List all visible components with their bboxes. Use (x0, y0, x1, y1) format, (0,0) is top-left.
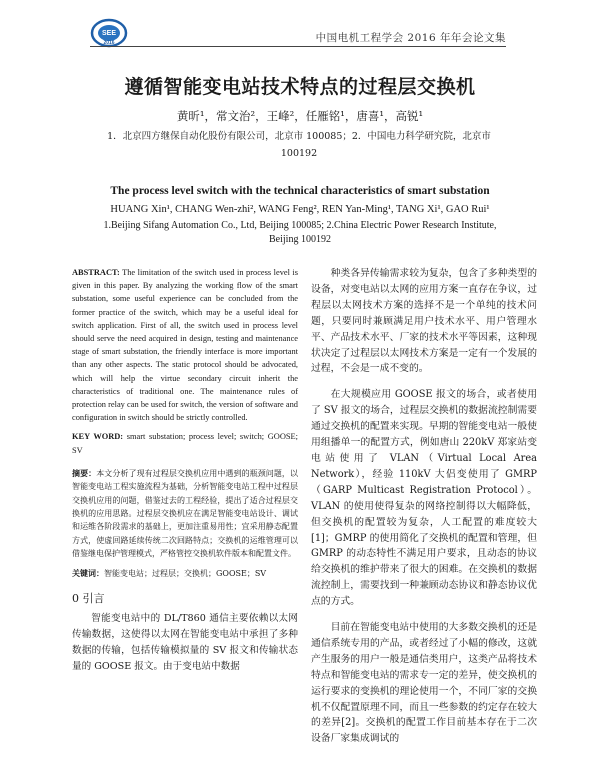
abstract-zh (72, 467, 298, 561)
conference-logo-icon (90, 18, 128, 48)
header-divider (90, 46, 506, 47)
keywords-en (72, 430, 298, 456)
keywords-en-text: smart substation; process level; switch; GOOSE; SV (72, 432, 298, 455)
abstract-zh-text: 本文分析了现有过程层交换机应用中遇到的瓶颈问题，以智能变电站工程实施流程为基础，分析智能变电站工程中过程层交换机应用的问题，借鉴过去的工程经验，提出了适合过程层交换机的应用思路。过程层交换机应在满足智能变电站设计、调试和运维各阶段需求的基础上，更加注重易用性；宜采用静态配置方式，使虚回路延续传统二次回路特点；交换机的运维管理可以借鉴继电保护管理模式，严格管控交换机软件版本和配置文件。 (72, 468, 299, 559)
abstract-en-label: ABSTRACT: (72, 268, 120, 277)
paper-title-en: The process level switch with the technical characteristics of smart substation (110, 185, 490, 197)
svg-text:2016: 2016 (103, 40, 115, 46)
body-paragraph: 在大规模应用 GOOSE 报文的场合，或者使用了 SV 报文的场合，过程层交换机的数据流控制需要通过交换机的配置来实现。早期的智能变电站一般使用组播单一的配置方式，例如唐山 220kV 郑家站变电站使用了 VLAN（Virtual Local Area Network），经验 110kV 大侣变使用了 GMRP（GARP Multicast Registration Protocol）。VLAN 的使用使得复杂的网络控制得以大幅降低，但交换机的配置较为复杂，人工配置的难度较大[1]；GMRP 的使用简化了交换机的配置和管理，但 GMRP 的动态特性不满足用户要求，且动态的协议给交换机的维护带来了很大的困难。在交换机的数据流控制上，需要找到一种兼顾动态协议和静态协议优点的方式。 (311, 389, 537, 608)
abstract-en (72, 266, 298, 424)
keywords-zh-label: 关键词： (72, 567, 104, 578)
svg-text:SEE: SEE (101, 30, 117, 37)
running-header: 中国电机工程学会 2016 年年会论文集 (315, 32, 506, 44)
keywords-zh-text: 智能变电站；过程层；交换机；GOOSE；SV (104, 568, 267, 578)
body-paragraph: 种类各异传输需求较为复杂，包含了多种类型的设备，对变电站以太网的应用方案一直存在争议，过程层以太网技术方案的选择不是一个单纯的技术问题，只要同时兼顾满足用户技术水平、用户管理水平、产品技术水平、厂家的技术水平等因素，这种现状决定了过程层以太网技术方案是一定有一个发展的过程，不会是一成不变的。 (311, 268, 537, 375)
affiliations-zh: 1．北京四方继保自动化股份有限公司，北京市 100085；2．中国电力科学研究院，北京市 100192 (107, 131, 491, 159)
abstract-zh-label: 摘要： (72, 467, 97, 478)
authors-en: HUANG Xin¹, CHANG Wen-zhi², WANG Feng², REN Yan-Ming¹, TANG Xi¹, GAO Rui¹ (110, 204, 490, 215)
keywords-zh (72, 567, 298, 580)
keywords-en-label: KEY WORD: (72, 432, 124, 442)
right-column (311, 266, 537, 747)
conference-logo (90, 18, 128, 48)
authors-zh: 黄昕¹，常文治²，王峰²，任雁铭¹，唐喜¹，高锐¹ (176, 109, 424, 123)
section-heading-intro: 0 引言 (72, 592, 105, 606)
body-paragraph: 目前在智能变电站中使用的大多数交换机的还是通信系统专用的产品，或者经过了小幅的修改，这就产生服务的用户一般是通信类用户，这类产品将技术特点和智能变电站的需求专一定的差异，使交换机的运行要求的变换机的理论使用一个，不同厂家的交换机不仅配置原理不同，而且一些参数的约定存在较大的差异[2]。交换机的配置工作目前基本存在于二次设备厂家集成调试的 (311, 622, 537, 745)
intro-paragraph: 智能变电站中的 DL/T860 通信主要依赖以太网传输数据，这使得以太网在智能变电站中承担了多种数据的传输，包括传输模拟量的 SV 报文和传输状态量的 GOOSE 报文。由于变电站中数据 (72, 613, 298, 673)
affiliations-en: 1.Beijing Sifang Automation Co., Ltd, Beijing 100085; 2.China Electric Power Research Institute, Beijing 100192 (103, 220, 497, 245)
left-column (72, 266, 298, 675)
abstract-en-text: The limitation of the switch used in process level is given in this paper. By analyzing the working flow of the smart substation, some useful experience can be concluded from the former practice of the switch, which may be a useful ideal for switch application. First of all, the switch used in process level should serve the need acquired in design, testing and maintenance stage of smart substation, the friendly interface is more important than any other aspects. The static protocol should be advocated, which will help the virtue secondary circuit inherit the characteristics of traditional one. The maintenance rules of protection relay can be used for switch, the version of software and configuration in switch should be strictly controlled. (72, 268, 298, 423)
paper-title-zh: 遵循智能变电站技术特点的过程层交换机 (124, 76, 476, 98)
